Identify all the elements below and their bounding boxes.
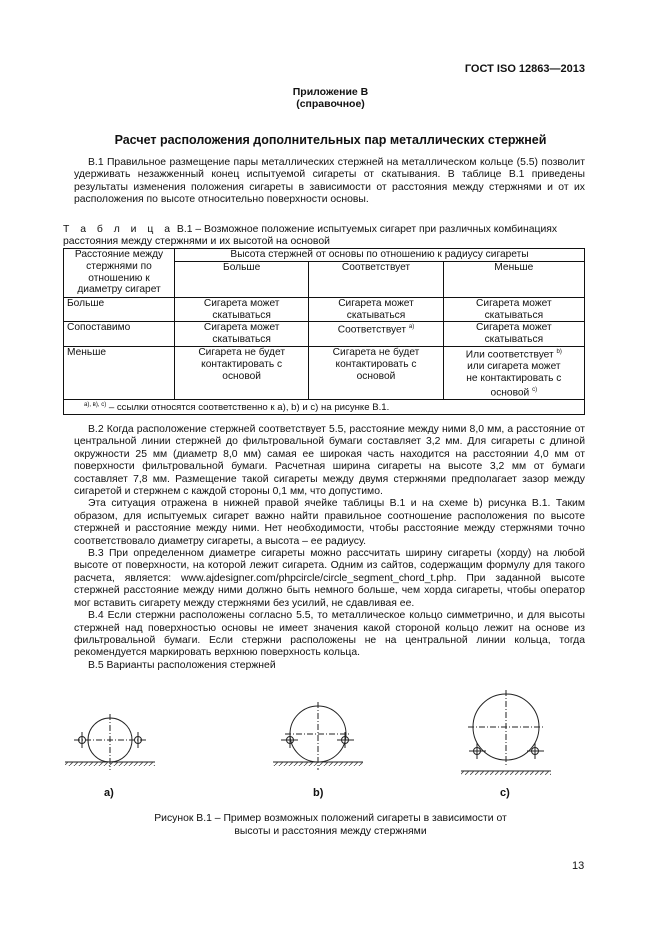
paragraph-b4: В.4 Если стержни расположены согласно 5.5, то металлическое кольцо симметрично, и для высоты стержней над поверхностью основы не имеет значения какой стороной кольцо лежит на основе из фильтровальной бумаги. Если стержни расположены не на центральной линии кольца, тогда рекомендуется маркировать верхнюю поверхность кольца.: [74, 610, 585, 659]
paragraph-b2: В.2 Когда расположение стержней соответствует 5.5, расстояние между ними 8,0 мм, а расстояние от центральной линии стержней до фильтровальной бумаги составляет 3,2 мм. Для сигареты с длиной окружности 25 мм (диаметр 8,0 мм) самая ее широкая часть находится на расстоянии 4,0 мм от поверхности фильтровальной бумаги. Расчетная ширина сигареты на высоте 3,2 мм от бумаги составляет 7,8 мм. Размещение такой сигареты между двумя стержнями предполагает зазор между сигаретой и стержнем с каждой стороны 0,1 мм, что допустимо.: [74, 424, 585, 498]
cell-text: или сигарета может не контактировать с основой: [466, 361, 562, 399]
cell-text: Соответствует: [337, 324, 407, 336]
paragraph-b3: В.3 При определенном диаметре сигареты можно рассчитать ширину сигареты (хорду) на любой высоте от поверхности, на которой лежит сигарета. Одним из сайтов, содержащим формулу для такого расчета, является: www.ajdesigner.com/phpcircle/circle_segment_chord_t.php. При заданной высоте стержней расстояние между ними должно быть немного больше, чем хорда сигареты, чтобы оператор мог вставить сигарету между стержнями без усилий, не сдавливая ее.: [74, 548, 585, 609]
table-row: [64, 322, 585, 347]
table-cell: Сигарета может скатываться: [443, 322, 584, 347]
paragraph-b2-cont: Эта ситуация отражена в нижней правой ячейке таблицы В.1 и на схеме b) рисунка В.1. Таким образом, для испытуемых сигарет важно найти правильное соотношение расположения по высоте стержней и расстояние между ними. Нет необходимости, чтобы расстояние между стержнями точно соответствовало диаметру сигареты, а высота – ее радиусу.: [74, 498, 585, 547]
table-caption-text: В.1 – Возможное положение испытуемых сигарет при различных комбинациях расстояния между стержнями и их высотой на основой: [63, 224, 558, 247]
figure-caption: [0, 812, 661, 838]
figure-variant-c: [461, 690, 551, 775]
figure-b1-drawing: [0, 690, 661, 790]
group-header: Высота стержней от основы по отношению к радиусу сигареты: [175, 249, 585, 262]
table-cell: Сигарета может скатываться: [175, 297, 309, 322]
table-cell: Сигарета может скатываться: [309, 297, 443, 322]
section-heading: Расчет расположения дополнительных пар металлических стержней: [114, 133, 547, 147]
figure-label-a: a): [104, 787, 114, 799]
footnote-marks: a), в), c): [84, 401, 107, 408]
column-header: Больше: [175, 261, 309, 297]
figure-variant-a: [65, 714, 155, 770]
table-cell: Сигарета может скатываться: [443, 297, 584, 322]
column-header: Меньше: [443, 261, 584, 297]
body-text: [74, 424, 585, 672]
paragraph-b5: В.5 Варианты расположения стержней: [88, 659, 276, 671]
footnote-ref: b): [556, 348, 562, 355]
table-caption-prefix: Т а б л и ц а: [63, 224, 174, 235]
table-footnote: [64, 399, 585, 414]
footnote-ref: a): [408, 324, 415, 331]
appendix-title: Приложение В: [292, 86, 369, 98]
row-label: Сопоставимо: [64, 322, 175, 347]
row-label: Больше: [64, 297, 175, 322]
row-label: Меньше: [64, 346, 175, 399]
table-cell: [309, 322, 443, 347]
table-caption: [63, 224, 585, 248]
table-cell: Сигарета не будет контактировать с основой: [309, 346, 443, 399]
paragraph-b1: В.1 Правильное размещение пары металлических стержней на металлическом кольце (5.5) позволит удерживать незажженный конец испытуемой сигареты от скатывания. В таблице В.1 приведены результаты изменения положения сигареты в зависимости от расстояния между стержнями и от их расположения по высоте относительно поверхности основы.: [74, 157, 585, 206]
intro-text: [74, 157, 585, 207]
table-cell: Сигарета не будет контактировать с основой: [175, 346, 309, 399]
table-row: [64, 297, 585, 322]
column-header: Соответствует: [309, 261, 443, 297]
table-b1: [63, 248, 585, 415]
figure-variant-b: [273, 702, 363, 770]
figure-label-b: b): [313, 787, 324, 799]
appendix-subtitle: (справочное): [296, 98, 365, 110]
footnote-ref: c): [532, 386, 538, 393]
row-header: Расстояние между стержнями по отношению к диаметру сигарет: [64, 249, 175, 298]
page-number: 13: [572, 860, 585, 872]
footnote-text: – ссылки относятся соответственно к a), b) и c) на рисунке В.1.: [108, 402, 390, 414]
document-header: ГОСТ ISO 12863—2013: [464, 63, 585, 75]
table-cell: Сигарета может скатываться: [175, 322, 309, 347]
table-cell: [443, 346, 584, 399]
figure-caption-line2: высоты и расстояния между стержнями: [234, 826, 427, 837]
figure-caption-line1: Рисунок В.1 – Пример возможных положений сигареты в зависимости от: [154, 813, 507, 824]
figure-label-c: c): [500, 787, 510, 799]
table-row: [64, 346, 585, 399]
cell-text: Или соответствует: [465, 349, 554, 361]
